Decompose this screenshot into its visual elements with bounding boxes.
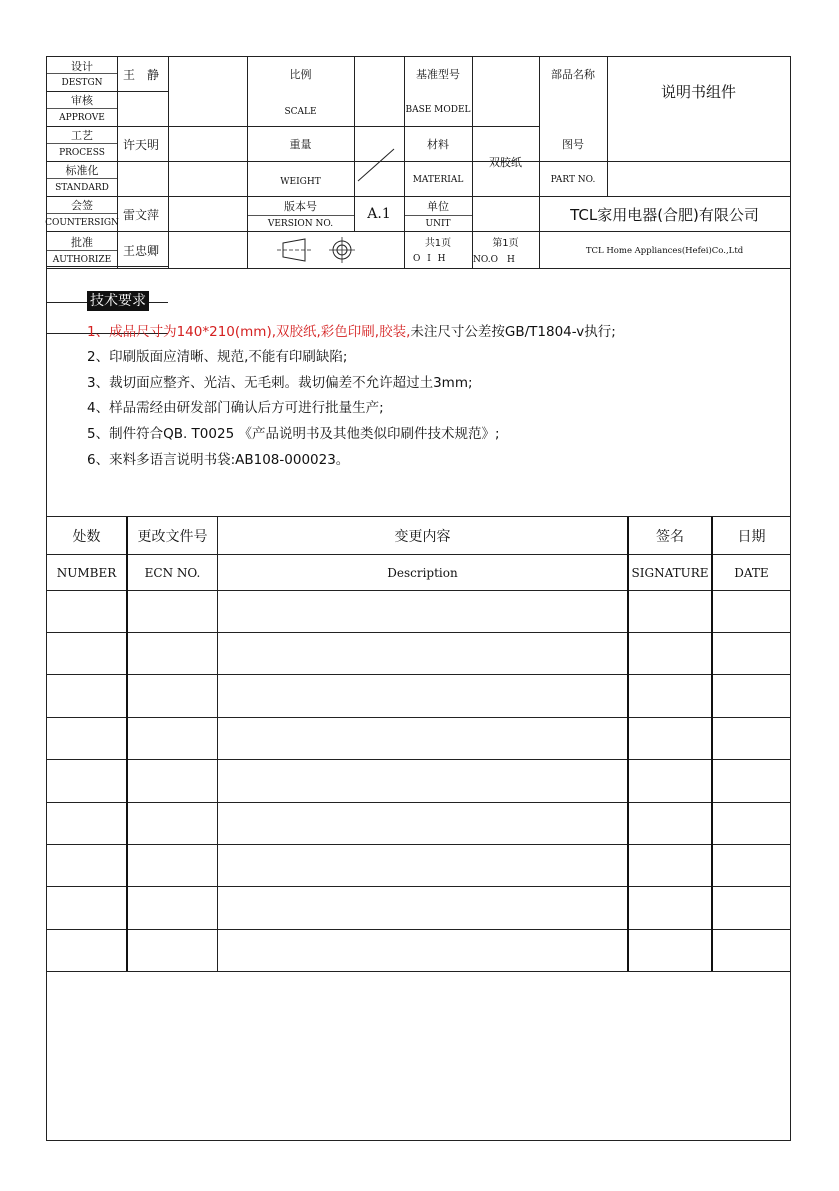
requirement-item-2: 2、印刷版面应清晰、规范,不能有印刷缺陷;: [87, 349, 348, 365]
requirement-item-1-highlight: 1、成品尺寸为140*210(mm),双胶纸,彩色印刷,胶装,: [87, 324, 411, 340]
col-header-number-zh: 处数: [72, 528, 101, 545]
unit-label-en: UNIT: [425, 218, 451, 229]
material-label-en: MATERIAL: [412, 174, 464, 185]
material-value: 双胶纸: [489, 155, 522, 169]
requirement-item-1: [87, 323, 616, 341]
requirement-item-6: 6、来料多语言说明书袋:AB108-000023。: [87, 452, 350, 468]
role-design-en: DESTGN: [61, 77, 103, 88]
col-header-date-zh: 日期: [737, 528, 766, 545]
base-model-label-zh: 基准型号: [416, 68, 460, 81]
company-name-en: TCL Home Appliances(Hefei)Co.,Ltd: [585, 245, 744, 256]
part-no-label-zh: 图号: [562, 138, 584, 151]
role-standard-en: STANDARD: [55, 182, 109, 193]
person-authorize: 王忠卿: [123, 244, 160, 258]
role-authorize-en: AUTHORIZE: [52, 254, 112, 265]
page-number: 第1页: [492, 238, 519, 249]
total-pages-en: O I H: [413, 253, 448, 264]
role-authorize-zh: 批准: [71, 235, 93, 249]
scale-label-zh: 比例: [289, 68, 312, 81]
role-countersign-zh: 会签: [71, 199, 93, 212]
base-model-label-en: BASE MODEL: [405, 104, 471, 115]
version-value: A.1: [367, 206, 391, 222]
requirements-title: 技术要求: [87, 291, 149, 311]
col-header-description-zh: 变更内容: [394, 528, 451, 545]
requirement-item-4: 4、样品需经由研发部门确认后方可进行批量生产;: [87, 400, 384, 416]
person-process: 许天明: [123, 137, 160, 152]
unit-label-zh: 单位: [427, 200, 449, 213]
version-label-en: VERSION NO.: [267, 218, 334, 229]
person-design: 王 静: [123, 67, 160, 82]
col-header-date-en: DATE: [734, 565, 769, 580]
part-name-value: 说明书组件: [660, 83, 736, 101]
col-header-description-en: Description: [387, 565, 458, 580]
person-countersign: 雷文萍: [123, 207, 160, 222]
page-number-en: NO.O H: [473, 255, 515, 265]
weight-label-en: WEIGHT: [280, 176, 321, 187]
requirement-item-1-rest: 未注尺寸公差按GB/T1804-v执行;: [410, 324, 616, 340]
weight-label-zh: 重量: [289, 138, 312, 151]
projection-symbol-icon: [275, 235, 357, 265]
col-header-ecn-en: ECN NO.: [144, 565, 201, 580]
part-name-label: 部品名称: [551, 68, 595, 81]
part-no-label-en: PART NO.: [550, 174, 596, 185]
role-design-zh: 设计: [71, 59, 93, 73]
total-pages: 共1页: [424, 238, 452, 249]
drawing-sheet: [46, 56, 791, 1141]
requirement-item-3: 3、裁切面应整齐、光洁、无毛刺。裁切偏差不允许超过土3mm;: [87, 375, 473, 391]
col-header-signature-en: SIGNATURE: [631, 565, 709, 580]
col-header-number-en: NUMBER: [56, 565, 117, 580]
slash-mark: [354, 145, 404, 185]
role-process-en: PROCESS: [59, 147, 105, 158]
role-standard-zh: 标准化: [65, 164, 99, 177]
role-approve-en: APPROVE: [59, 112, 105, 123]
role-process-zh: 工艺: [71, 129, 93, 142]
col-header-signature-zh: 签名: [656, 528, 684, 545]
scale-label-en: SCALE: [284, 106, 317, 117]
col-header-ecn-zh: 更改文件号: [137, 528, 208, 545]
material-label-zh: 材料: [427, 138, 449, 151]
role-countersign-en: COUNTERSIGN: [45, 217, 119, 228]
requirement-item-5: 5、制件符合QB. T0025 《产品说明书及其他类似印刷件技术规范》;: [87, 426, 500, 442]
company-name-zh: TCL家用电器(合肥)有限公司: [570, 205, 759, 224]
version-label-zh: 版本号: [284, 200, 317, 213]
role-approve-zh: 审核: [71, 94, 93, 107]
